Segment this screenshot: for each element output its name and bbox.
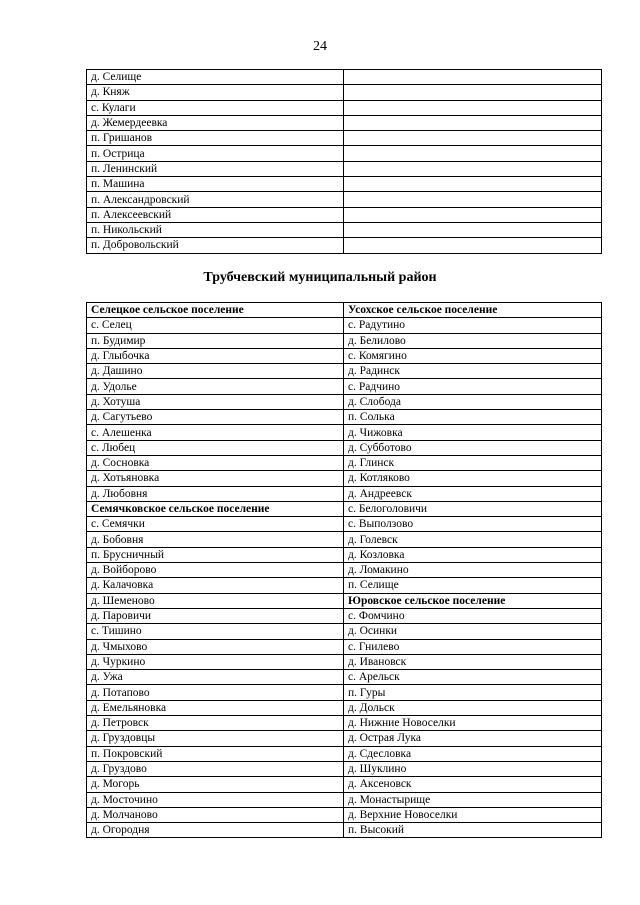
table-row [87, 700, 602, 715]
table-cell: д. Княж [87, 85, 344, 100]
table-row [87, 303, 602, 318]
table-row [87, 486, 602, 501]
table-cell: д. Козловка [344, 547, 602, 562]
trubchevsky-settlements-table [86, 302, 602, 838]
table-cell: д. Огородня [87, 823, 344, 838]
table-row [87, 807, 602, 822]
table-cell: д. Субботово [344, 440, 602, 455]
table-cell [344, 85, 602, 100]
table-row [87, 685, 602, 700]
settlements-table-continued [86, 69, 602, 254]
table-row [87, 792, 602, 807]
table-row [87, 608, 602, 623]
table-cell: п. Гуры [344, 685, 602, 700]
table-cell: д. Потапово [87, 685, 344, 700]
table-row [87, 761, 602, 776]
table-row [87, 85, 602, 100]
table-row [87, 394, 602, 409]
table-cell: д. Хотьяновка [87, 471, 344, 486]
table-row [87, 70, 602, 85]
table-row [87, 455, 602, 470]
table-cell: д. Жемердеевка [87, 115, 344, 130]
table-row [87, 532, 602, 547]
table-cell: д. Калачовка [87, 578, 344, 593]
table-cell [344, 207, 602, 222]
table-row [87, 654, 602, 669]
table-cell [344, 192, 602, 207]
table-cell: д. Удолье [87, 379, 344, 394]
table-cell: д. Глинск [344, 455, 602, 470]
table-row [87, 425, 602, 440]
table-cell [344, 161, 602, 176]
table-row [87, 471, 602, 486]
table-cell: с. Алешенка [87, 425, 344, 440]
table-cell: д. Могорь [87, 777, 344, 792]
table-cell: д. Котляково [344, 471, 602, 486]
table-row [87, 379, 602, 394]
table-row [87, 207, 602, 222]
table-cell: д. Дольск [344, 700, 602, 715]
table-cell: д. Осинки [344, 624, 602, 639]
table-row [87, 161, 602, 176]
table-row [87, 823, 602, 838]
table-cell: д. Сосновка [87, 455, 344, 470]
table-cell: с. Селец [87, 318, 344, 333]
table-row [87, 146, 602, 161]
table-row [87, 777, 602, 792]
table-row [87, 517, 602, 532]
table-cell: с. Любец [87, 440, 344, 455]
table-cell: д. Селище [87, 70, 344, 85]
table-cell: п. Александровский [87, 192, 344, 207]
settlements-table-body [87, 70, 602, 254]
table-cell: п. Машина [87, 177, 344, 192]
table-cell: д. Войборово [87, 563, 344, 578]
table-cell: п. Солька [344, 410, 602, 425]
table-row [87, 318, 602, 333]
district-heading: Трубчевский муниципальный район [203, 270, 437, 285]
table-cell: д. Острая Лука [344, 731, 602, 746]
table-cell: с. Арельск [344, 670, 602, 685]
table-cell: д. Аксеновск [344, 777, 602, 792]
table-row [87, 731, 602, 746]
table-cell: п. Селище [344, 578, 602, 593]
table-cell: д. Емельяновка [87, 700, 344, 715]
table-cell: п. Добровольский [87, 238, 344, 253]
table-row [87, 177, 602, 192]
table-row [87, 624, 602, 639]
settlement-header-cell: Селецкое сельское поселение [87, 303, 344, 318]
table-cell: с. Тишино [87, 624, 344, 639]
table-cell: д. Мосточино [87, 792, 344, 807]
table-cell: д. Глыбочка [87, 348, 344, 363]
table-cell: д. Любовня [87, 486, 344, 501]
table-cell: д. Ужа [87, 670, 344, 685]
table-row [87, 563, 602, 578]
settlement-header-cell: Юровское сельское поселение [344, 593, 602, 608]
table-cell: д. Чуркино [87, 654, 344, 669]
table-cell: д. Ломакино [344, 563, 602, 578]
table-cell: п. Никольский [87, 222, 344, 237]
table-cell [344, 177, 602, 192]
table-cell [344, 115, 602, 130]
table-cell [344, 222, 602, 237]
table-cell [344, 100, 602, 115]
table-cell: д. Петровск [87, 716, 344, 731]
table-cell: д. Чмыхово [87, 639, 344, 654]
table-cell: п. Гришанов [87, 131, 344, 146]
table-cell: д. Груздовцы [87, 731, 344, 746]
table-cell: п. Высокий [344, 823, 602, 838]
table-cell: д. Верхние Новоселки [344, 807, 602, 822]
table-cell: д. Белилово [344, 333, 602, 348]
table-row [87, 578, 602, 593]
table-row [87, 100, 602, 115]
table-row [87, 115, 602, 130]
table-row [87, 348, 602, 363]
table-cell [344, 238, 602, 253]
table-row [87, 547, 602, 562]
table-cell [344, 146, 602, 161]
table-row [87, 410, 602, 425]
table-cell: с. Радутино [344, 318, 602, 333]
table-cell: п. Будимир [87, 333, 344, 348]
table-row [87, 746, 602, 761]
table-row [87, 364, 602, 379]
table-cell: д. Андреевск [344, 486, 602, 501]
table-cell: с. Комягино [344, 348, 602, 363]
table-row [87, 501, 602, 516]
table-row [87, 593, 602, 608]
table-cell: с. Фомчино [344, 608, 602, 623]
table-row [87, 639, 602, 654]
table-row [87, 670, 602, 685]
settlement-header-cell: Усохское сельское поселение [344, 303, 602, 318]
table-cell: д. Сагутьево [87, 410, 344, 425]
table-row [87, 440, 602, 455]
trubchevsky-table-body [87, 303, 602, 838]
table-cell: д. Паровичи [87, 608, 344, 623]
settlement-header-cell: Семячковское сельское поселение [87, 501, 344, 516]
table-cell: с. Семячки [87, 517, 344, 532]
table-cell: д. Бобовня [87, 532, 344, 547]
page-number: 24 [313, 39, 327, 54]
table-cell: с. Кулаги [87, 100, 344, 115]
table-cell: с. Белоголовичи [344, 501, 602, 516]
table-cell: п. Алексеевский [87, 207, 344, 222]
table-cell: с. Радчино [344, 379, 602, 394]
table-row [87, 131, 602, 146]
table-cell: д. Радинск [344, 364, 602, 379]
table-cell: с. Выползово [344, 517, 602, 532]
table-cell: с. Гнилево [344, 639, 602, 654]
table-cell: п. Ленинский [87, 161, 344, 176]
table-cell: д. Чижовка [344, 425, 602, 440]
table-cell: д. Дашино [87, 364, 344, 379]
table-row [87, 222, 602, 237]
table-row [87, 333, 602, 348]
table-cell [344, 131, 602, 146]
table-cell: д. Сдесловка [344, 746, 602, 761]
table-row [87, 192, 602, 207]
table-cell: д. Шеменово [87, 593, 344, 608]
table-cell: п. Брусничный [87, 547, 344, 562]
table-row [87, 716, 602, 731]
table-cell: д. Хотуша [87, 394, 344, 409]
table-cell: п. Покровский [87, 746, 344, 761]
table-cell: д. Голевск [344, 532, 602, 547]
table-cell: д. Слобода [344, 394, 602, 409]
table-cell: п. Острица [87, 146, 344, 161]
table-cell: д. Монастырище [344, 792, 602, 807]
table-cell: д. Груздово [87, 761, 344, 776]
table-cell: д. Нижние Новоселки [344, 716, 602, 731]
table-cell [344, 70, 602, 85]
table-cell: д. Шуклино [344, 761, 602, 776]
table-row [87, 238, 602, 253]
table-cell: д. Молчаново [87, 807, 344, 822]
table-cell: д. Ивановск [344, 654, 602, 669]
